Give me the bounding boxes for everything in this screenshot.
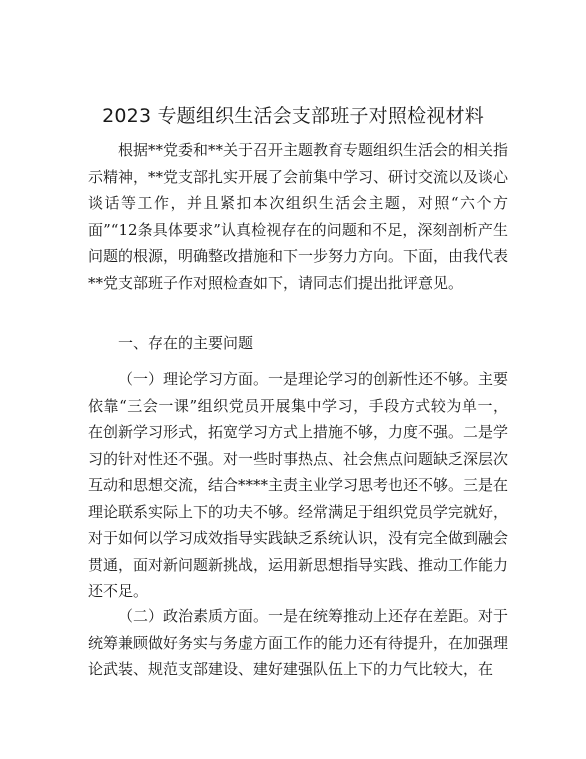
document-title: 2023 专题组织生活会支部班子对照检视材料 bbox=[102, 105, 484, 127]
section-heading: 一、存在的主要问题 bbox=[118, 334, 254, 352]
political-quality-paragraph: （二）政治素质方面。一是在统筹推动上还存在差距。对于统筹兼顾做好务实与务虚方面工作的能力还有待提升，在加强理论武装、规范支部建设、建好建强队伍上下的力气比较大，在 bbox=[88, 607, 509, 678]
theory-study-paragraph: （一）理论学习方面。一是理论学习的创新性还不够。主要依靠“三会一课”组织党员开展集中学习，手段方式较为单一，在创新学习形式，拓宽学习方式上措施不够，力度不强。二是学习的针对性还不强。对一些时事热点、社会焦点问题缺乏深层次互动和思想交流，结合****主责主业学习思考也还不够。三是在理论联系实际上下的功夫不够。经常满足于组织党员学完就好，对于如何以学习成效指导实践缺乏系统认识，没有完全做到融会贯通，面对新问题新挑战，运用新思想指导实践、推动工作能力还不足。 bbox=[88, 370, 509, 600]
intro-paragraph: 根据**党委和**关于召开主题教育专题组织生活会的相关指示精神，**党支部扎实开展了会前集中学习、研讨交流以及谈心谈话等工作，并且紧扣本次组织生活会主题，对照“六个方面”“12条具体要求”认真检视存在的问题和不足，深刻剖析产生问题的根源，明确整改措施和下一步努力方向。下面，由我代表**党支部班子作对照检查如下，请同志们提出批评意见。 bbox=[88, 141, 509, 292]
